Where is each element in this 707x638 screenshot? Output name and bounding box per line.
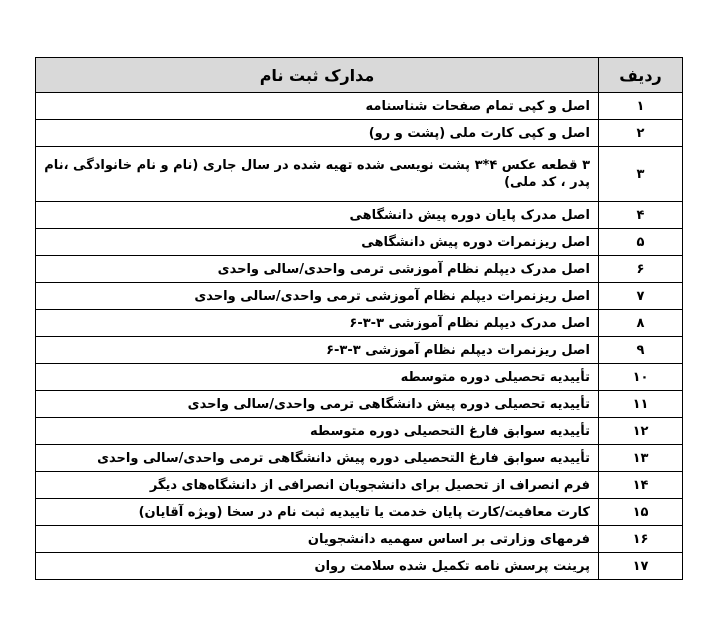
row-number: ۸ [599, 310, 683, 337]
row-number: ۱۴ [599, 472, 683, 499]
row-document: اصل مدرک پایان دوره پیش دانشگاهی [36, 202, 599, 229]
row-document: کارت معافیت/کارت پایان خدمت یا تاییدیه ثبت نام در سخا (ویژه آقایان) [36, 499, 599, 526]
table-row [36, 553, 683, 580]
row-number: ۹ [599, 337, 683, 364]
table-row [36, 310, 683, 337]
row-document: تأییدیه سوابق فارغ التحصیلی دوره پیش دانشگاهی ترمی واحدی/سالی واحدی [36, 445, 599, 472]
row-document: اصل ریزنمرات دیپلم نظام آموزشی ۳-۳-۶ [36, 337, 599, 364]
row-document: فرم انصراف از تحصیل برای دانشجویان انصرافی از دانشگاه‌های دیگر [36, 472, 599, 499]
row-number: ۶ [599, 256, 683, 283]
row-number: ۱۶ [599, 526, 683, 553]
table-row [36, 364, 683, 391]
table-row [36, 337, 683, 364]
row-document: پرینت پرسش نامه تکمیل شده سلامت روان [36, 553, 599, 580]
table-header-row [36, 58, 683, 93]
row-document: فرمهای وزارتی بر اساس سهمیه دانشجویان [36, 526, 599, 553]
table-row [36, 202, 683, 229]
row-number: ۱۲ [599, 418, 683, 445]
table-row [36, 147, 683, 202]
row-document: تأییدیه سوابق فارغ التحصیلی دوره متوسطه [36, 418, 599, 445]
row-document: اصل مدرک دیپلم نظام آموزشی ترمی واحدی/سالی واحدی [36, 256, 599, 283]
header-documents: مدارک ثبت نام [36, 58, 599, 93]
table-row [36, 499, 683, 526]
header-row-number: ردیف [599, 58, 683, 93]
row-document: اصل ریزنمرات دیپلم نظام آموزشی ترمی واحدی/سالی واحدی [36, 283, 599, 310]
row-document: ۳ قطعه عکس ۴*۳ پشت نویسی شده تهیه شده در سال جاری (نام و نام خانوادگی ،نام پدر ، کد ملی) [36, 147, 599, 202]
table-row [36, 418, 683, 445]
row-document: اصل و کپی کارت ملی (پشت و رو) [36, 120, 599, 147]
row-number: ۱۷ [599, 553, 683, 580]
row-number: ۴ [599, 202, 683, 229]
row-document: تأییدیه تحصیلی دوره متوسطه [36, 364, 599, 391]
row-document: اصل ریزنمرات دوره پیش دانشگاهی [36, 229, 599, 256]
row-number: ۲ [599, 120, 683, 147]
table-row [36, 256, 683, 283]
table-row [36, 229, 683, 256]
table-row [36, 120, 683, 147]
row-document: تأییدیه تحصیلی دوره پیش دانشگاهی ترمی واحدی/سالی واحدی [36, 391, 599, 418]
row-number: ۱ [599, 93, 683, 120]
table-row [36, 93, 683, 120]
row-number: ۱۰ [599, 364, 683, 391]
row-number: ۷ [599, 283, 683, 310]
row-number: ۵ [599, 229, 683, 256]
table-row [36, 445, 683, 472]
table-row [36, 526, 683, 553]
table-row [36, 283, 683, 310]
row-number: ۱۵ [599, 499, 683, 526]
row-document: اصل و کپی تمام صفحات شناسنامه [36, 93, 599, 120]
table-row [36, 472, 683, 499]
table-row [36, 391, 683, 418]
row-number: ۱۱ [599, 391, 683, 418]
registration-documents-table [35, 57, 683, 580]
row-document: اصل مدرک دیپلم نظام آموزشی ۳-۳-۶ [36, 310, 599, 337]
row-number: ۳ [599, 147, 683, 202]
row-number: ۱۳ [599, 445, 683, 472]
